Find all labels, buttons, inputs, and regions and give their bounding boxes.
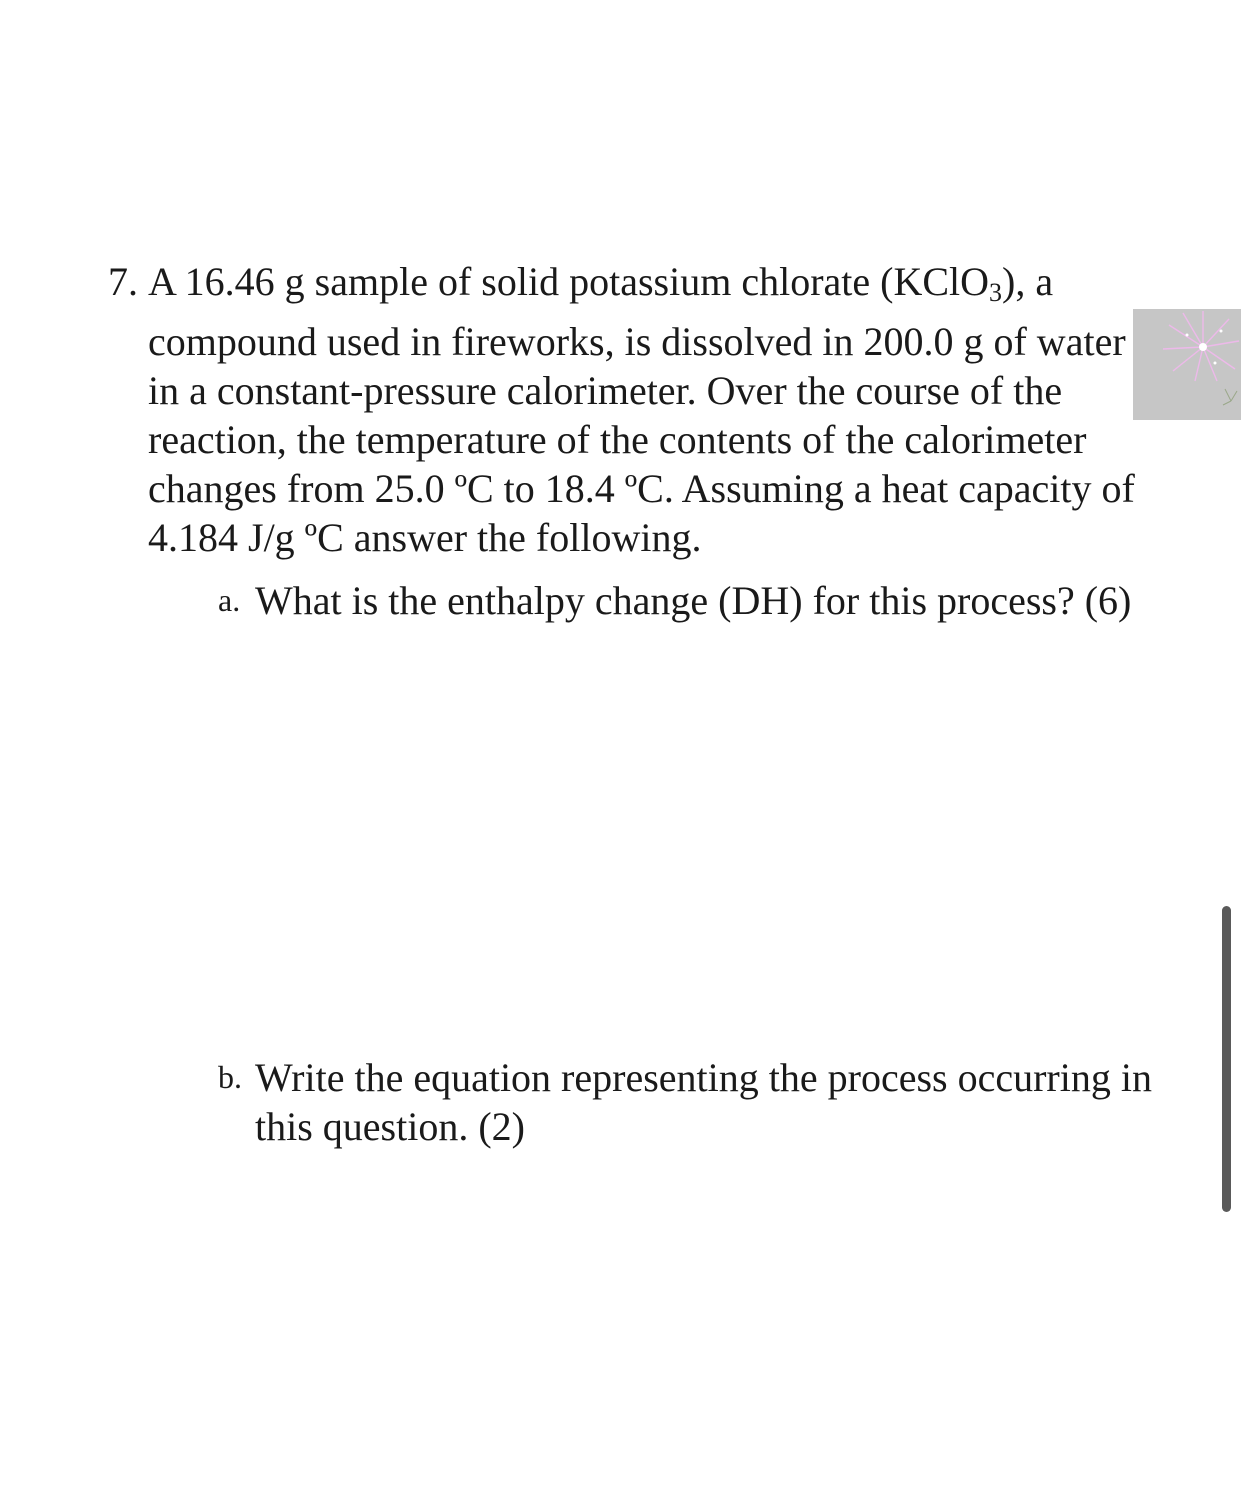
question-line: compound used in fireworks, is dissolved in 200.0 g of water [148,319,1126,364]
part-a-letter: a. [218,582,241,618]
question-number: 7. [108,259,138,304]
question-line: A 16.46 g sample of solid potassium chlorate (KClO$_3$), a [148,259,1054,307]
question-line: reaction, the temperature of the contents of the calorimeter [148,417,1087,462]
question-line: changes from 25.0 ºC to 18.4 ºC. Assuming a heat capacity of [148,466,1135,511]
question-text [148,257,1178,562]
part-b-letter: b. [218,1059,242,1095]
formula-subscript: 3 [989,278,1003,307]
question-line: in a constant-pressure calorimeter. Over the course of the [148,368,1063,413]
question-line: 4.184 J/g ºC answer the following. [148,515,702,560]
fireworks-icon [1133,309,1241,420]
part-b-text: Write the equation representing the process occurring in this question. (2) [255,1055,1152,1149]
scrollbar-thumb[interactable] [1222,906,1231,1212]
part-a-text: What is the enthalpy change (DH) for this process? (6) [255,578,1132,623]
